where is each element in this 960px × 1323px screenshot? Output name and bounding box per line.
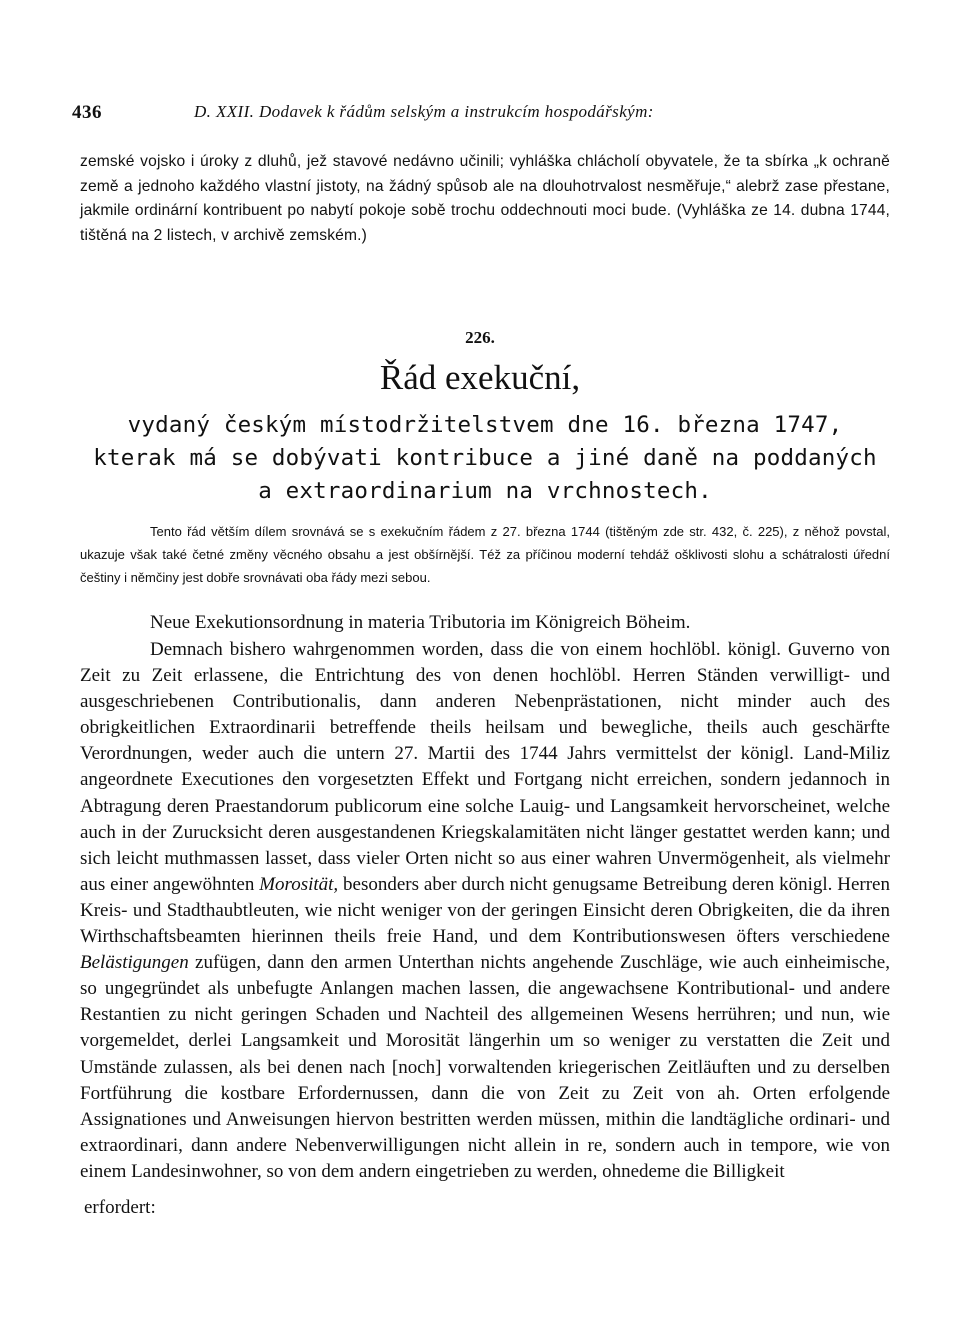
running-title: D. XXII. Dodavek k řádům selským a instrukcím hospodářským: [194,102,654,121]
german-body-paragraph [80,637,890,1185]
running-header [72,102,888,126]
italic-term-morositaet: Morosität, [259,873,339,895]
german-body-part-3: zufügen, dann den armen Unterthan nichts angehende Zuschläge, wie auch einheimische, so ungegründet als unbefugte Anlangen machen lassen, die angewachsene Kontributional- und andere Restantien zu nicht geringen Schaden und Nachteil des allgemeinen Wesens herrühren; und nun, wie vorgemeldet, derlei Langsamkeit und Morosität längerhin um so weniger zu verstatten die Zeit und Umstände zulassen, als bei denen nach [noch] vorwaltenden kriegerischen Zeitläuften und zu derselben Fortführung die kostbare Erfordernussen, dann die von Zeit zu Zeit von ah. Orten erfolgende Assignationes und Anweisungen hiervon bestritten werden müssen, mithin die landtägliche ordinari- und extraordinari, dann andere Nebenverwilligungen nicht allein in re, sondern auch in tempore, wie von einem Landesinwohner, so von dem andern eingetrieben zu werden, ohnedeme die Billigkeit [80,952,890,1182]
german-body-part-2: besonders aber durch nicht genugsame Betreibung deren königl. Herren Kreis- und Stadthaubtleuten, wie nicht weniger von der geringen Einsicht deren Obrigkeiten, die da ihren Wirthschaftsbeamten hierinnen theils freie Hand, und dem Kontributionswesen öfters verschiedene [80,873,890,948]
czech-paragraph: zemské vojsko i úroky z dluhů, jež stavové nedávno učinili; vyhláška chlácholí obyvatele, že ta sbírka „k ochraně země a jednoho každého vlastní jistoty, na žádný spůsob ale na dlouhotrvalost nesměřuje,“ alebrž zase přestane, jakmile ordinární kontribuent po nabytí pokoje sobě trochu oddechnouti moci bude. (Vyhláška ze 14. dubna 1744, tištěná na 2 listech, v archivě zemském.) [80,153,890,244]
italic-term-belaestigungen: Belästigungen [80,952,189,974]
page-number: 436 [72,102,102,123]
editorial-note: Tento řád větším dílem srovnává se s exekučním řádem z 27. března 1744 (tištěným zde str. 432, č. 225), z něhož povstal, ukazuje však také četné změny věcného obsahu a jest obšírnější. Též za příčinou moderní tehdáž ošklivosti slohu a schátralosti úřední češtiny i němčiny jest dobře srovnávati oba řády mezi sebou. [80,524,890,585]
document-number: 226. [465,328,495,347]
german-title: Neue Exekutionsordnung in materia Tributoria im Königreich Böheim. [150,612,691,633]
document-subtitle: vydaný českým místodržitelstvem dne 16. března 1747, kterak má se dobývati kontribuce a jiné daně na poddaných a extraordinarium na vrchnostech. [93,412,877,504]
german-closing: erfordert: [84,1197,156,1218]
document-title: Řád exekuční, [379,358,581,397]
german-body-part-1: Demnach bishero wahrgenommen worden, dass die von einem hochlöbl. königl. Guverno von Zeit zu Zeit erlassene, die Entrichtung des von denen hochlöbl. Herren Ständen verwilligt- und ausgeschriebenen Contributionalis, dann anderen Nebenprästationen, nicht minder auch des obrigkeitlichen Extraordinarii betreffende theils heilsam und bewegliche, theils auch geschärfte Verordnungen, weder auch die untern 27. Martii des 1744 Jahrs vermittelst der königl. Land-Miliz angeordnete Executiones den vorgesetzten Effekt und Fortgang nicht erreichen, sondern jedannoch in Abtragung deren Praestandorum publicorum eine solche Lauig- und Langsamkeit hervorscheinet, welche auch in der Zurucksicht deren ausgestandenen Kriegskalamitäten nicht länger gestattet werden kann; und sich leicht muthmassen lasset, dass vieler Orten nicht so aus einer wahren Unvermögenheit, als vielmehr aus einer angewöhnten [80,639,890,895]
